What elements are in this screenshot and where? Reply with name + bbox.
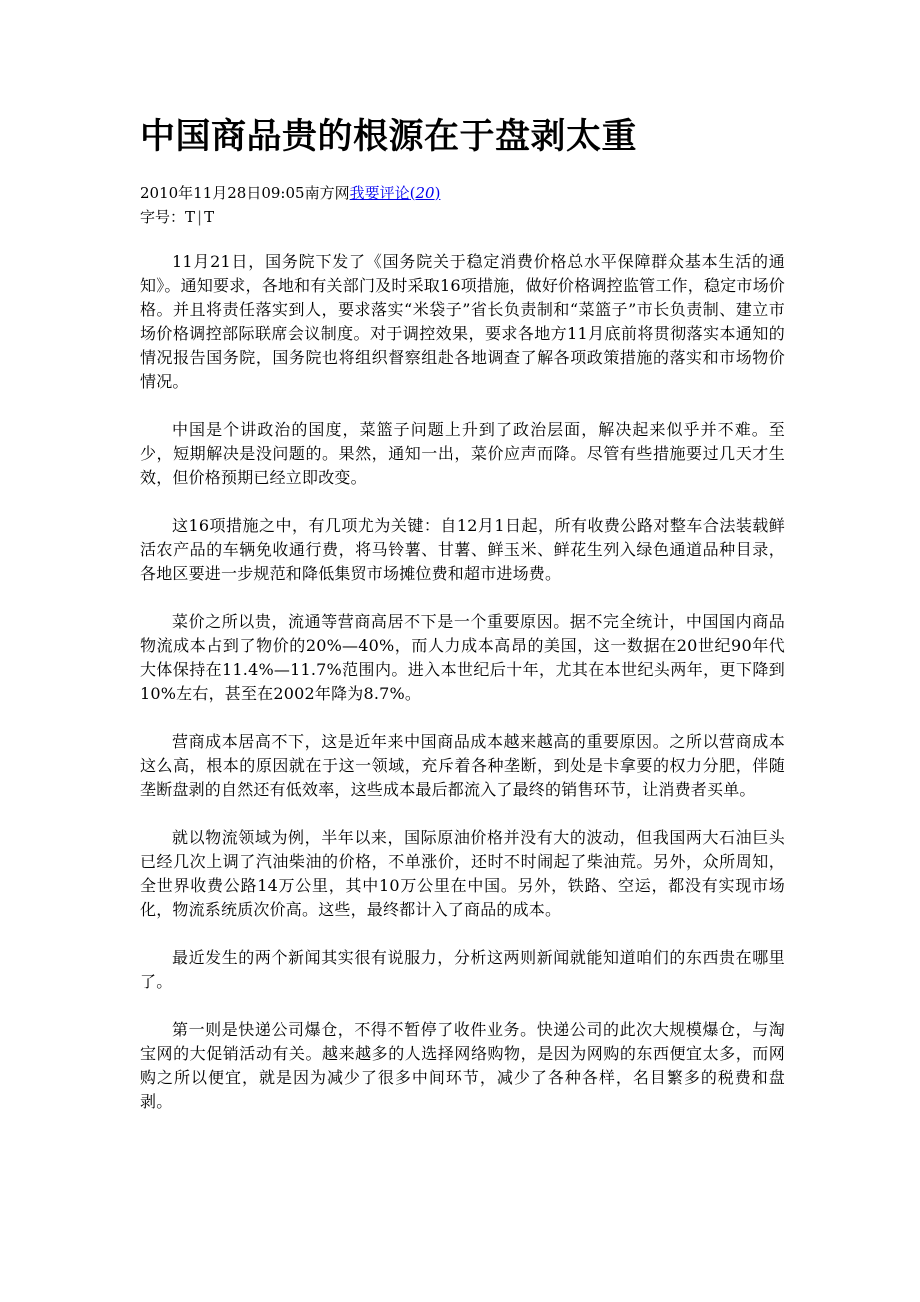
article-body: [140, 250, 785, 1138]
paragraph: 11月21日，国务院下发了《国务院关于稳定消费价格总水平保障群众基本生活的通知》。通知要求，各地和有关部门及时采取16项措施，做好价格调控监管工作，稳定市场价格。并且将责任落实到人，要求落实“米袋子”省长负责制和“菜篮子”市长负责制、建立市场价格调控部际联席会议制度。对于调控效果，要求各地方11月底前将贯彻落实本通知的情况报告国务院，国务院也将组织督察组赴各地调查了解各项政策措施的落实和市场物价情况。: [140, 252, 785, 391]
paragraph: 第一则是快递公司爆仓，不得不暂停了收件业务。快递公司的此次大规模爆仓，与淘宝网的大促销活动有关。越来越多的人选择网络购物，是因为网购的东西便宜太多，而网购之所以便宜，就是因为减少了很多中间环节，减少了各种各样，名目繁多的税费和盘剥。: [140, 1020, 785, 1111]
source-name: 南方网: [304, 184, 350, 202]
paragraph: 就以物流领域为例，半年以来，国际原油价格并没有大的波动，但我国两大石油巨头已经几次上调了汽油柴油的价格，不单涨价，还时不时闹起了柴油荒。另外，众所周知，全世界收费公路14万公里，其中10万公里在中国。另外，铁路、空运，都没有实现市场化，物流系统质次价高。这些，最终都计入了商品的成本。: [140, 828, 785, 919]
article-title: 中国商品贵的根源在于盘剥太重: [140, 116, 638, 157]
article-meta: [140, 181, 440, 205]
comment-count-open: (: [409, 184, 416, 202]
font-size-controls: [140, 205, 214, 229]
paragraph: 营商成本居高不下，这是近年来中国商品成本越来越高的重要原因。之所以营商成本这么高，根本的原因就在于这一领域，充斥着各种垄断，到处是卡拿要的权力分肥，伴随垄断盘剥的自然还有低效率，这些成本最后都流入了最终的销售环节，让消费者买单。: [140, 732, 785, 799]
font-size-separator: |: [197, 208, 203, 226]
paragraph: 菜价之所以贵，流通等营商高居不下是一个重要原因。据不完全统计，中国国内商品物流成本占到了物价的20%—40%，而人力成本高昂的美国，这一数据在20世纪90年代大体保持在11.4%—11.7%范围内。进入本世纪后十年，尤其在本世纪头两年，更下降到10%左右，甚至在2002年降为8.7%。: [140, 612, 785, 703]
comment-link-label: 我要评论: [349, 184, 410, 202]
paragraph: 中国是个讲政治的国度，菜篮子问题上升到了政治层面，解决起来似乎并不难。至少，短期解决是没问题的。果然，通知一出，菜价应声而降。尽管有些措施要过几天才生效，但价格预期已经立即改变。: [140, 420, 785, 487]
comment-link[interactable]: [350, 184, 441, 202]
paragraph: 这16项措施之中，有几项尤为关键：自12月1日起，所有收费公路对整车合法装载鲜活农产品的车辆免收通行费，将马铃薯、甘薯、鲜玉米、鲜花生列入绿色通道品种目录，各地区要进一步规范和降低集贸市场摊位费和超市进场费。: [140, 516, 785, 583]
comment-count: 20: [415, 184, 435, 202]
font-size-label: 字号：: [140, 208, 186, 226]
publish-datetime: 2010年11月28日09:05: [140, 184, 305, 202]
font-size-small-toggle[interactable]: T: [204, 208, 215, 226]
font-size-large-toggle[interactable]: T: [185, 208, 196, 226]
paragraph: 最近发生的两个新闻其实很有说服力，分析这两则新闻就能知道咱们的东西贵在哪里了。: [140, 948, 785, 991]
comment-count-close: ): [434, 184, 441, 202]
